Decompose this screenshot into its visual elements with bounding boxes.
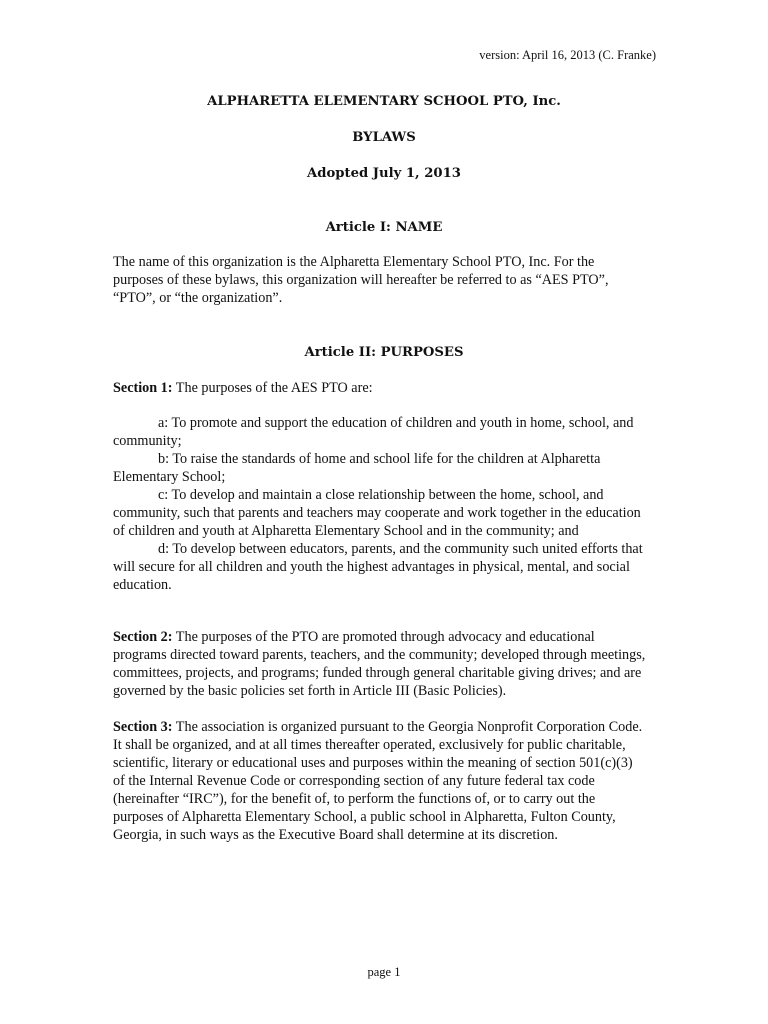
section-1-label: Section 1: <box>113 380 173 396</box>
section-2-text: The purposes of the PTO are promoted through advocacy and educational programs directed toward parents, teachers, and the community; developed through meetings, committees, projects, and programs; funded through general charitable giving drives; and are governed by the basic policies set forth in Article III (Basic Policies). <box>113 629 646 699</box>
purpose-item-b: b: To raise the standards of home and school life for the children at Alpharetta Elementary School; <box>113 451 601 485</box>
section-2 <box>113 628 648 700</box>
purpose-item-a: a: To promote and support the education of children and youth in home, school, and community; <box>113 415 634 449</box>
section-2-paragraph <box>113 628 648 700</box>
section-1-text: The purposes of the AES PTO are: <box>172 380 373 396</box>
purposes-list <box>113 414 648 594</box>
section-3 <box>113 718 648 844</box>
section-3-text: The association is organized pursuant to the Georgia Nonprofit Corporation Code. It shall be organized, and at all times thereafter operated, exclusively for public charitable, scientific, literary or educational uses and purposes within the meaning of section 501(c)(3) of the Internal Revenue Code or corresponding section of any future federal tax code (hereinafter “IRC”), for the benefit of, to perform the functions of, or to carry out the purposes of Alpharetta Elementary School, a public school in Alpharetta, Fulton County, Georgia, in such ways as the Executive Board shall determine at its discretion. <box>113 719 643 843</box>
article-1-heading: Article I: NAME <box>325 220 443 235</box>
page-number: page 1 <box>367 965 401 979</box>
article-2-heading: Article II: PURPOSES <box>304 345 464 360</box>
section-3-paragraph <box>113 718 648 844</box>
section-1 <box>113 379 648 397</box>
section-2-label: Section 2: <box>113 629 173 645</box>
organization-title: ALPHARETTA ELEMENTARY SCHOOL PTO, Inc. <box>207 94 561 109</box>
section-1-intro <box>113 379 648 397</box>
article-1-text: The name of this organization is the Alpharetta Elementary School PTO, Inc. For the purposes of these bylaws, this organization will hereafter be referred to as “AES PTO”, “PTO”, or “the organization”. <box>113 254 609 306</box>
purpose-item-d: d: To develop between educators, parents, and the community such united efforts that will secure for all children and youth the highest advantages in physical, mental, and social education. <box>113 541 643 593</box>
version-note: version: April 16, 2013 (C. Franke) <box>479 48 656 62</box>
article-1-body <box>113 253 648 307</box>
section-3-label: Section 3: <box>113 719 173 735</box>
purpose-item-c: c: To develop and maintain a close relationship between the home, school, and community, such that parents and teachers may cooperate and work together in the education of children and youth at Alpharetta Elementary School and in the community; and <box>113 487 641 539</box>
document-title: BYLAWS <box>352 130 416 145</box>
adopted-date: Adopted July 1, 2013 <box>307 166 461 181</box>
